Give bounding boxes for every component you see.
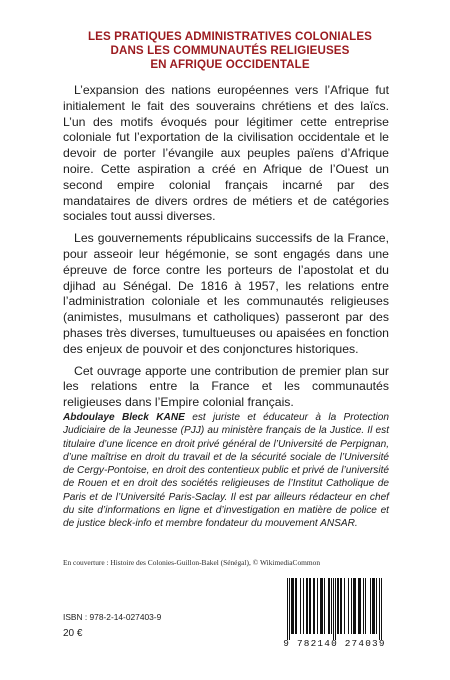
barcode-bar [328, 578, 329, 634]
barcode-bar [376, 578, 377, 634]
barcode-bar [359, 578, 360, 634]
barcode-bar [303, 578, 304, 634]
barcode-bar [337, 578, 338, 634]
barcode-bar [335, 578, 336, 640]
cover-credit: En couverture : Histoire des Colonies-Guillon-Bakel (Sénégal), © WikimediaCommon [63, 558, 321, 567]
barcode-bar [317, 578, 318, 634]
barcode-bar [321, 578, 322, 634]
barcode-bar [348, 578, 349, 634]
barcode-bar [333, 578, 334, 640]
barcode-bar [329, 578, 330, 634]
title-line-2: DANS LES COMMUNAUTÉS RELIGIEUSES [110, 44, 350, 58]
summary-text [63, 83, 389, 417]
barcode-bar [381, 578, 382, 640]
barcode-bar [360, 578, 361, 634]
barcode-bar [374, 578, 375, 634]
barcode-bar [314, 578, 315, 634]
barcode-bar [306, 578, 307, 634]
barcode-bar [341, 578, 342, 634]
barcode-bar [331, 578, 332, 634]
isbn-label: ISBN : 978-2-14-027403-9 [63, 612, 162, 622]
barcode-bar [358, 578, 359, 634]
barcode-bars [278, 578, 391, 640]
barcode-bar [363, 578, 364, 634]
barcode-bar [310, 578, 311, 634]
barcode-bar [373, 578, 374, 634]
barcode-bar [324, 578, 325, 634]
author-bio-text: est juriste et éducateur à la Protection Judiciaire de la Jeunesse (PJJ) au ministère français de la Justice. Il est titulaire d’une licence en droit privé général de l’Université de Perpignan, d’une maîtrise en droit du travail et de la sécurité sociale de l’Université de Cergy-Pontoise, en droit des contentieux public et privé de l’université de Rouen et en droit des sociétés religieuses de l’Institut Catholique de Paris et de l’Université Paris-Saclay. Il est par ailleurs rédacteur en chef du site d’informations en ligne et d’investigation en matière de police et de justice bleck-info et membre fondateur du mouvement ANSAR. [63, 412, 389, 530]
barcode-bar [344, 578, 345, 634]
barcode-bar [293, 578, 294, 634]
summary-paragraph-1: L’expansion des nations européennes vers l’Afrique fut initialement le fait des souverains chrétiens et des laïcs. L’un des motifs évoqués pour légitimer cette entreprise coloniale fut l’exportation de la civilisation occidentale et le devoir de porter l’évangile aux peuples païens d’Afrique noire. Cette aspiration a créé en Afrique de l’Ouest un second empire colonial français incarné par des mandataires de divers ordres de métiers et de catégories sociales tout aussi diverses. [63, 83, 389, 224]
barcode-bar [313, 578, 314, 634]
price-label: 20 € [63, 628, 83, 639]
barcode-bar [307, 578, 308, 634]
title-line-3: EN AFRIQUE OCCIDENTALE [150, 58, 310, 72]
barcode-bar [379, 578, 380, 640]
author-bio [63, 411, 389, 531]
barcode-bar [365, 578, 366, 634]
barcode-bar [354, 578, 355, 634]
barcode-bar [295, 578, 296, 634]
barcode-bar [353, 578, 354, 634]
barcode-bar [372, 578, 373, 634]
barcode-bar [292, 578, 293, 634]
barcode [278, 578, 391, 656]
barcode-bar [322, 578, 323, 634]
barcode-bar [291, 578, 292, 634]
barcode-bar [287, 578, 288, 640]
author-name: Abdoulaye Bleck KANE [63, 412, 185, 423]
summary-paragraph-2: Les gouvernements républicains successifs de la France, pour asseoir leur hégémonie, se sont engagés dans une épreuve de force contre les porteurs de l’apostolat et du djihad au Sénégal. De 1816 à 1957, les relations entre l’administration coloniale et les communautés religieuses (animistes, musulmans et catholiques) passeront par des phases très diverses, tumultueuses ou apaisées en fonction des enjeux de pouvoir et des conjonctures historiques. [63, 231, 389, 356]
barcode-bar [340, 578, 341, 634]
barcode-bar [370, 578, 371, 634]
barcode-bar [296, 578, 297, 634]
barcode-number: 9 782140 274039 [283, 638, 386, 649]
book-title [40, 30, 420, 73]
summary-paragraph-3: Cet ouvrage apporte une contribution de premier plan sur les relations entre la France et les communautés religieuses dans l’Empire colonial français. [63, 363, 389, 410]
barcode-bar [351, 578, 352, 634]
barcode-bar [355, 578, 356, 634]
barcode-bar [338, 578, 339, 634]
barcode-bar [300, 578, 301, 634]
barcode-bar [289, 578, 290, 640]
barcode-bar [320, 578, 321, 634]
barcode-bar [309, 578, 310, 634]
title-line-1: LES PRATIQUES ADMINISTRATIVES COLONIALES [88, 30, 372, 43]
